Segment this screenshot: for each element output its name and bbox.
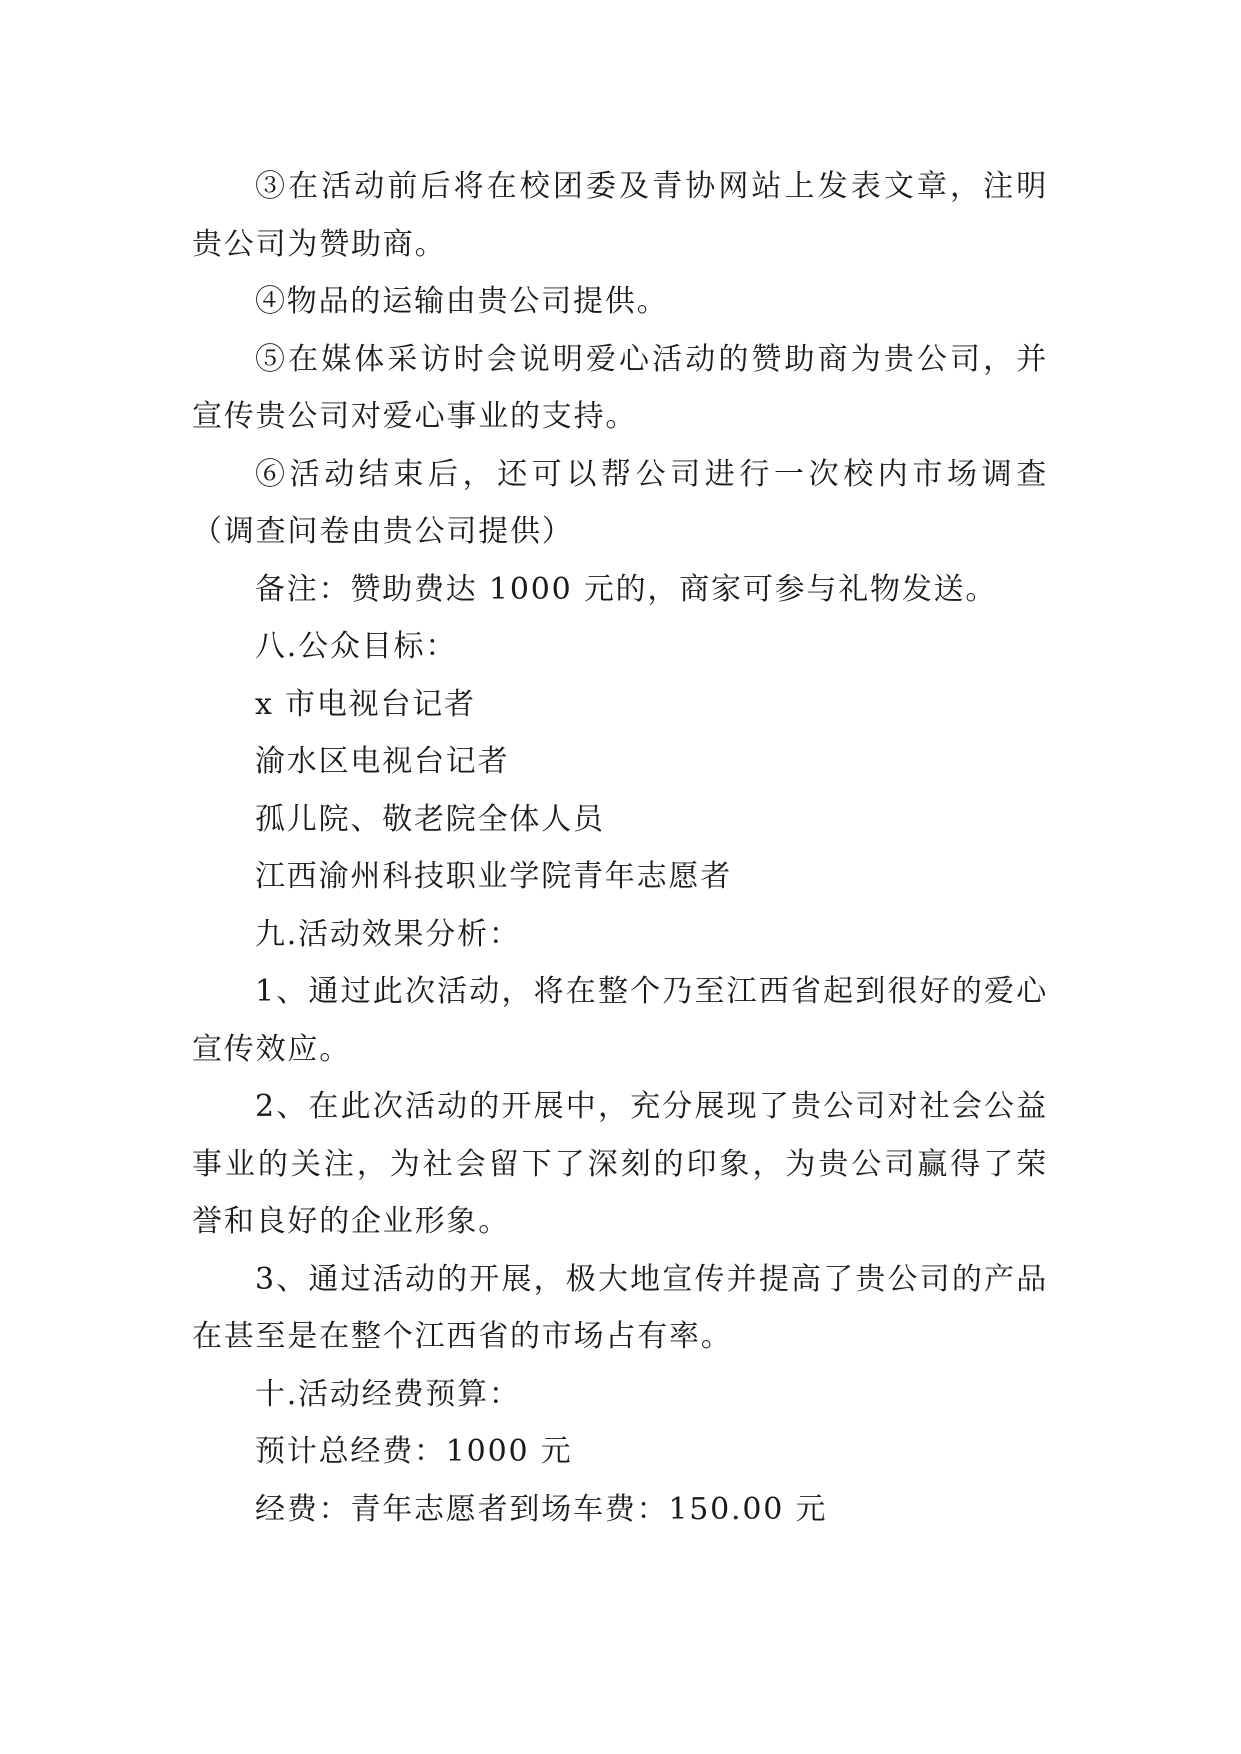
paragraph-effect-1: 1、通过此次活动，将在整个乃至江西省起到很好的爱心宣传效应。 [192, 974, 1048, 1067]
paragraph-sponsor-article: ③在活动前后将在校团委及青协网站上发表文章，注明贵公司为赞助商。 [192, 169, 1048, 262]
list-item-city-tv: x 市电视台记者 [255, 686, 476, 722]
section-heading-public-targets: 八.公众目标： [255, 629, 458, 664]
section-heading-effect-analysis: 九.活动效果分析： [255, 916, 521, 952]
paragraph-travel-cost: 经费：青年志愿者到场车费：150.00 元 [255, 1491, 828, 1527]
paragraph-remark: 备注：赞助费达 1000 元的，商家可参与礼物发送。 [255, 571, 998, 607]
list-item-district-tv: 渝水区电视台记者 [255, 744, 510, 779]
paragraph-transport: ④物品的运输由贵公司提供。 [255, 284, 669, 319]
section-heading-budget: 十.活动经费预算： [255, 1376, 521, 1412]
list-item-orphanage-staff: 孤儿院、敬老院全体人员 [255, 801, 605, 837]
paragraph-effect-2: 2、在此次活动的开展中，充分展现了贵公司对社会公益事业的关注，为社会留下了深刻的印象，为贵公司赢得了荣誉和良好的企业形象。 [192, 1089, 1048, 1239]
paragraph-total-budget: 预计总经费：1000 元 [255, 1434, 573, 1469]
paragraph-effect-3: 3、通过活动的开展，极大地宣传并提高了贵公司的产品在甚至是在整个江西省的市场占有率。 [192, 1261, 1048, 1354]
document-body [192, 158, 1048, 1538]
paragraph-media-interview: ⑤在媒体采访时会说明爱心活动的赞助商为贵公司，并宣传贵公司对爱心事业的支持。 [192, 341, 1048, 434]
list-item-volunteers: 江西渝州科技职业学院青年志愿者 [255, 859, 732, 894]
paragraph-market-survey: ⑥活动结束后，还可以帮公司进行一次校内市场调查（调查问卷由贵公司提供） [192, 456, 1048, 549]
